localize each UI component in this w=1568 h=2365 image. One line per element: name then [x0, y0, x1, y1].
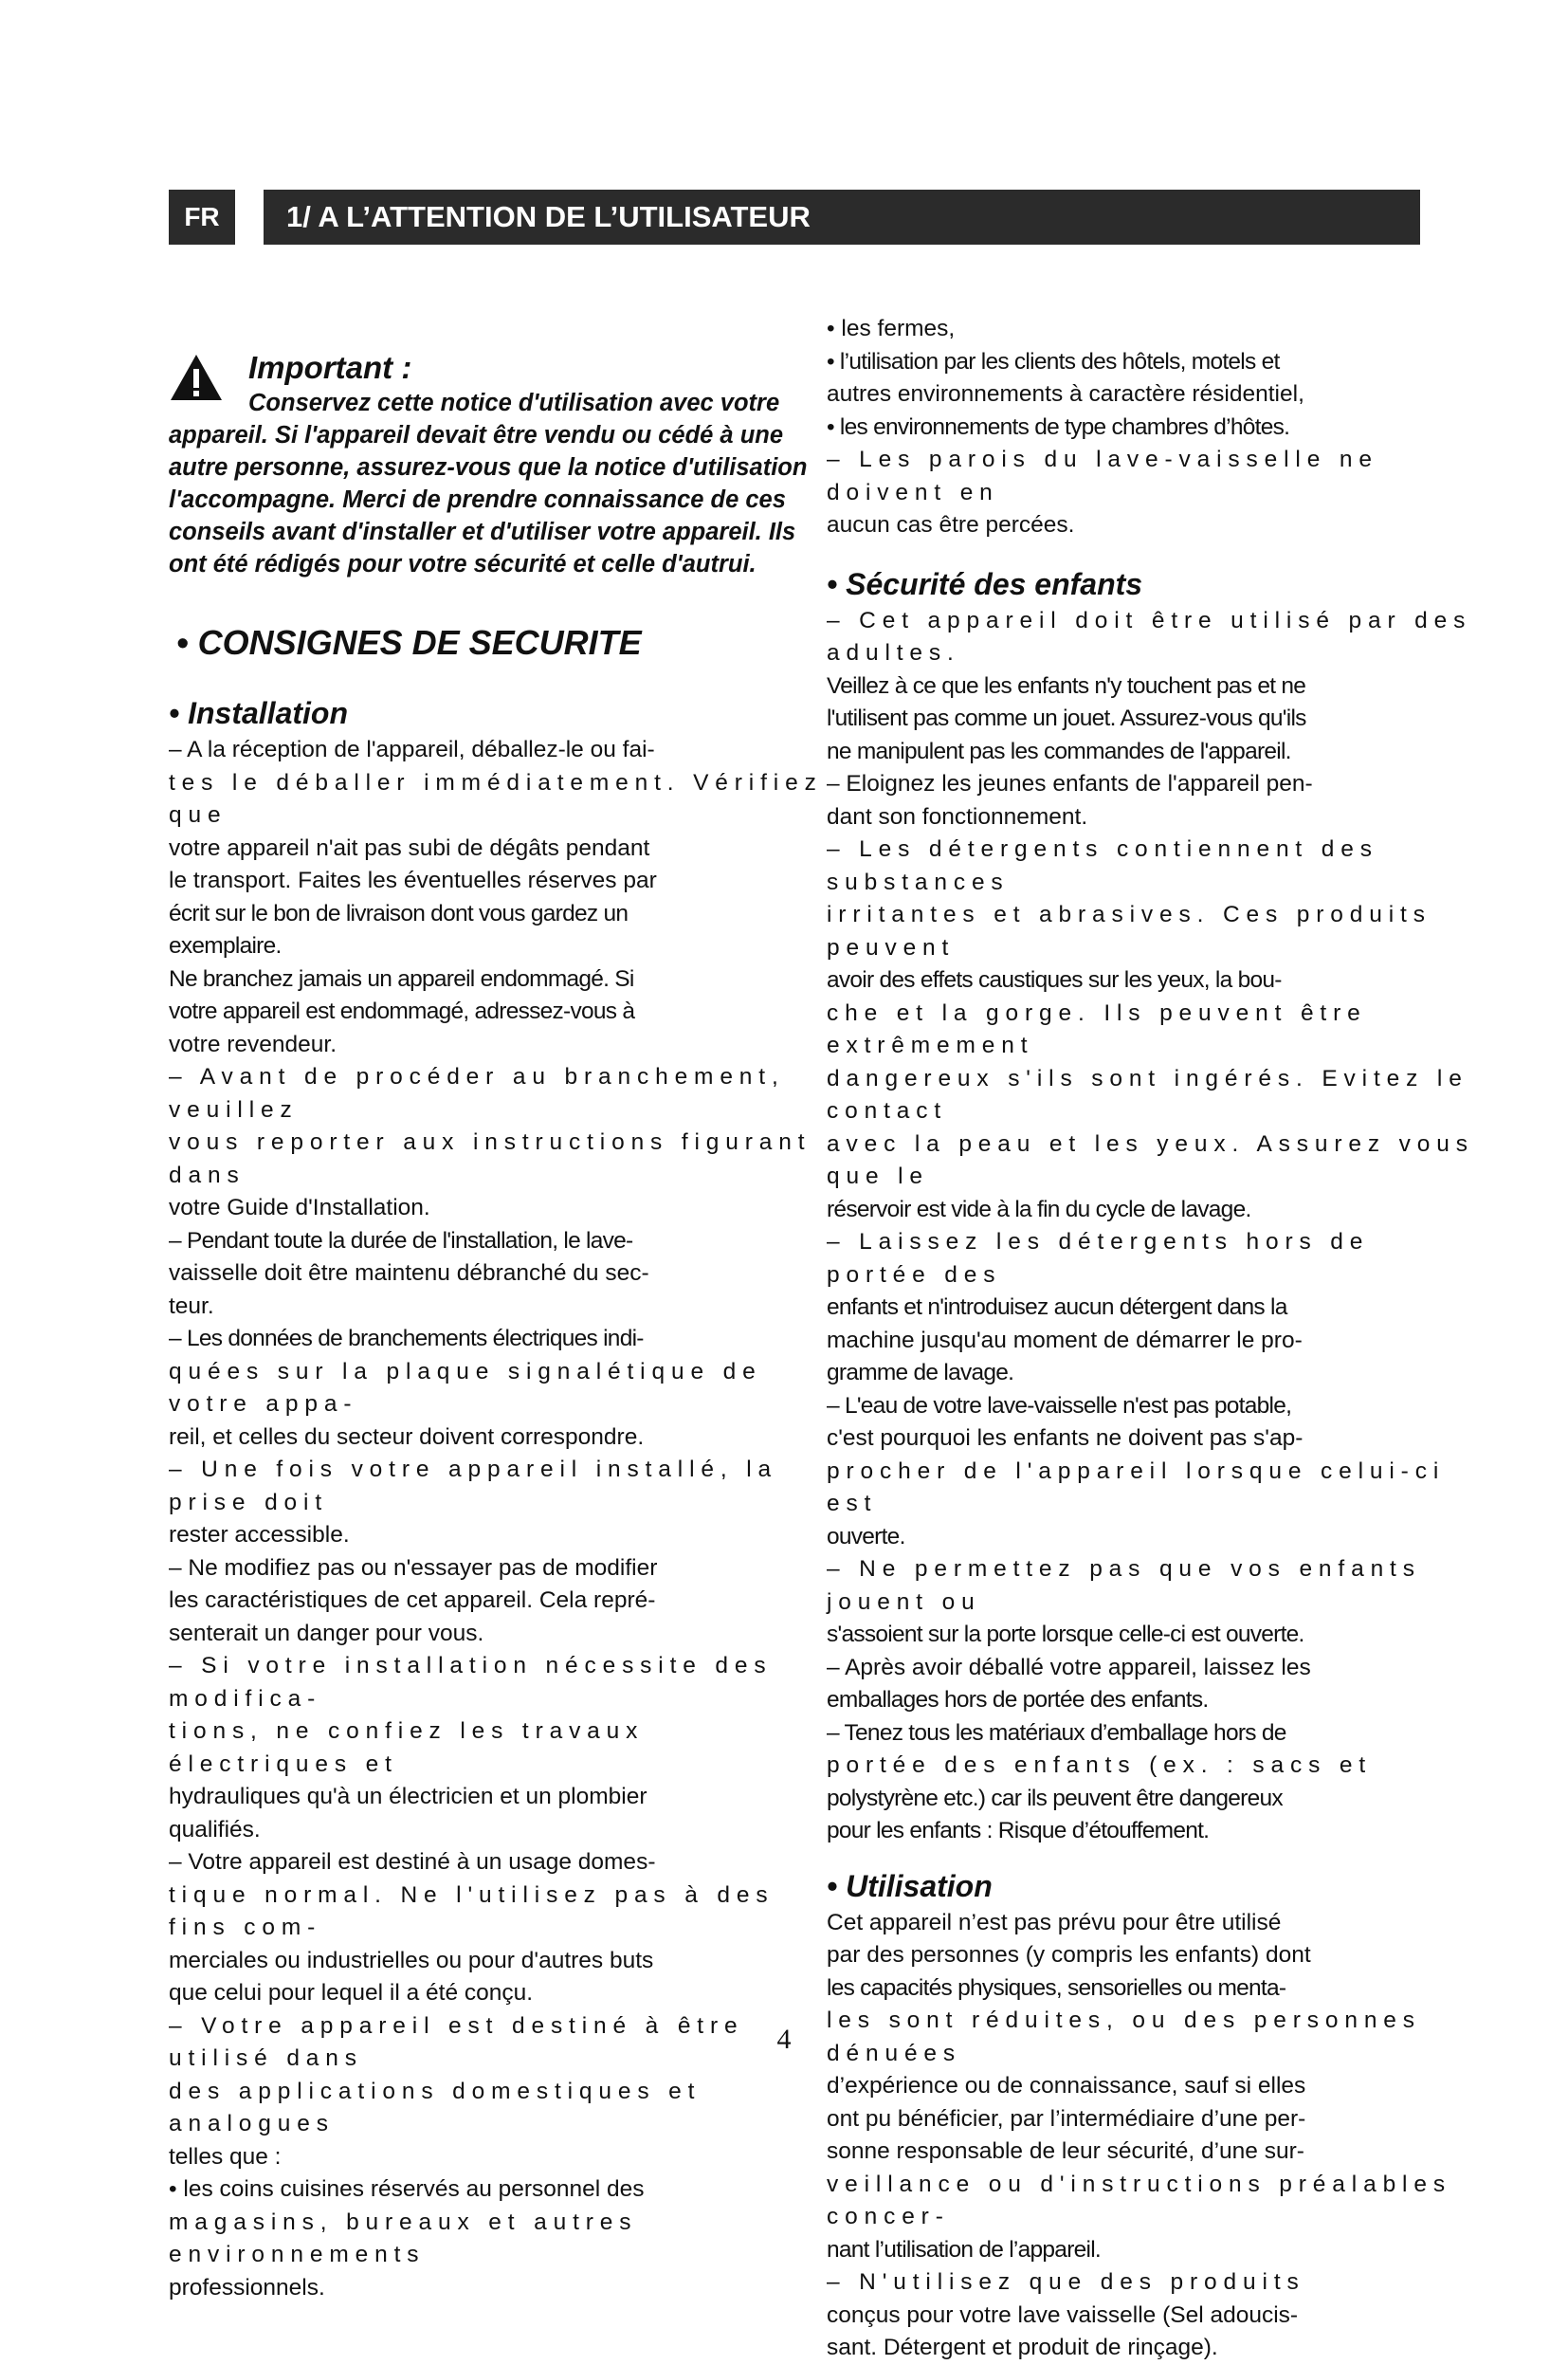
text-line: – Votre appareil est destiné à un usage domes- — [169, 1849, 656, 1875]
text-line: qualifiés. — [169, 1816, 261, 1842]
text-line: avoir des effets caustiques sur les yeux, la bou- — [827, 967, 1282, 993]
text-line: merciales ou industrielles ou pour d'autres buts — [169, 1947, 654, 1973]
text-line: – Une fois votre appareil installé, la prise doit — [169, 1457, 777, 1515]
text-line: polystyrène etc.) car ils peuvent être dangereux — [827, 1785, 1283, 1811]
text-line: • les fermes, — [827, 316, 956, 341]
text-line: teur. — [169, 1292, 214, 1319]
important-notice — [169, 349, 825, 580]
text-line: exemplaire. — [169, 933, 282, 959]
text-line: Ne branchez jamais un appareil endommagé. Si — [169, 965, 634, 992]
important-title: Important : — [248, 350, 412, 385]
usage-list — [827, 313, 1486, 542]
text-line: c'est pourquoi les enfants ne doivent pas s'ap- — [827, 1425, 1304, 1451]
language-badge: FR — [169, 190, 235, 245]
text-line: – Après avoir déballé votre appareil, laissez les — [827, 1654, 1311, 1680]
text-line: s'assoient sur la porte lorsque celle-ci est ouverte. — [827, 1622, 1304, 1647]
text-line: procher de l'appareil lorsque celui-ci est — [827, 1458, 1446, 1516]
text-line: emballages hors de portée des enfants. — [827, 1687, 1209, 1713]
text-line: – L'eau de votre lave-vaisselle n'est pas potable, — [827, 1392, 1292, 1419]
text-line: ouverte. — [827, 1523, 905, 1549]
text-line: professionnels. — [169, 2274, 325, 2301]
important-text: Conservez cette notice d'utilisation avec votre appareil. Si l'appareil devait être vendu ou cédé à une autre personne, assurez-vous que la notice d'utilisation l'accompagne. Merci de prendre connaissance de ces conseils avant d'installer et d'utiliser votre appareil. Ils ont été rédigés pour votre sécurité et celle d'autrui. — [169, 390, 808, 578]
text-line: que celui pour lequel il a été conçu. — [169, 1980, 534, 2006]
text-line: dant son fonctionnement. — [827, 803, 1088, 830]
right-column — [827, 313, 1486, 2365]
text-line: réservoir est vide à la fin du cycle de lavage. — [827, 1196, 1251, 1222]
consignes-heading: • CONSIGNES DE SECURITE — [176, 623, 642, 662]
securite-enfants-heading: • Sécurité des enfants — [827, 566, 1143, 601]
text-line: sonne responsable de leur sécurité, d’une sur- — [827, 2138, 1304, 2164]
text-line: – Votre appareil est destiné à être utilisé dans — [169, 2012, 744, 2071]
text-line: – Tenez tous les matériaux d’emballage hors de — [827, 1719, 1286, 1746]
text-line: des applications domestiques et analogues — [169, 2078, 702, 2136]
warning-icon — [169, 353, 224, 402]
text-line: – Avant de procéder au branchement, veuillez — [169, 1064, 785, 1123]
text-line: – Ne permettez pas que vos enfants jouent ou — [827, 1556, 1421, 1615]
text-line: vaisselle doit être maintenu débranché du sec- — [169, 1260, 649, 1286]
page-number: 4 — [776, 2024, 792, 2055]
text-line: aucun cas être percées. — [827, 512, 1075, 538]
text-line: • l’utilisation par les clients des hôtels, motels et — [827, 348, 1280, 375]
text-line: telles que : — [169, 2143, 282, 2170]
text-line: par des personnes (y compris les enfants) dont — [827, 1942, 1311, 1968]
text-line: votre Guide d'Installation. — [169, 1195, 430, 1220]
installation-heading: • Installation — [169, 696, 348, 730]
text-line: votre appareil est endommagé, adressez-vous à — [169, 999, 635, 1024]
text-line: enfants et n'introduisez aucun détergent dans la — [827, 1294, 1287, 1320]
text-line: • les environnements de type chambres d’hôtes. — [827, 413, 1290, 440]
text-line: – Pendant toute la durée de l'installation, le lave- — [169, 1227, 633, 1254]
utilisation-text — [827, 1907, 1486, 2365]
section-title: 1/ A L’ATTENTION DE L’UTILISATEUR — [264, 190, 1420, 245]
text-line: votre revendeur. — [169, 1031, 337, 1057]
text-line: Cet appareil n’est pas prévu pour être utilisé — [827, 1909, 1282, 1935]
text-line: tions, ne confiez les travaux électriques et — [169, 1718, 645, 1777]
text-line: écrit sur le bon de livraison dont vous gardez un — [169, 900, 629, 926]
text-line: autres environnements à caractère résidentiel, — [827, 381, 1304, 407]
text-line: ont pu bénéficier, par l’intermédiaire d’une per- — [827, 2105, 1306, 2132]
text-line: – Les parois du lave-vaisselle ne doivent en — [827, 447, 1378, 505]
text-line: ne manipulent pas les commandes de l'appareil. — [827, 738, 1291, 764]
text-line: le transport. Faites les éventuelles réserves par — [169, 868, 657, 893]
text-line: – Eloignez les jeunes enfants de l'appareil pen- — [827, 771, 1313, 797]
text-line: l'utilisent pas comme un jouet. Assurez-vous qu'ils — [827, 706, 1306, 731]
text-line: pour les enfants : Risque d’étouffement. — [827, 1818, 1210, 1843]
text-line: machine jusqu'au moment de démarrer le pro- — [827, 1327, 1303, 1353]
text-line: – Cet appareil doit être utilisé par des adultes. — [827, 607, 1472, 666]
text-line: senterait un danger pour vous. — [169, 1620, 484, 1646]
text-line: – Ne modifiez pas ou n'essayer pas de modifier — [169, 1554, 658, 1581]
text-line: – Si votre installation nécessite des modifica- — [169, 1653, 773, 1712]
text-line: irritantes et abrasives. Ces produits peuvent — [827, 902, 1431, 961]
text-line: portée des enfants (ex. : sacs et — [827, 1752, 1373, 1778]
text-line: magasins, bureaux et autres environnements — [169, 2209, 638, 2267]
text-line: les sont réduites, ou des personnes dénuées — [827, 2008, 1421, 2066]
text-line: hydrauliques qu'à un électricien et un plombier — [169, 1784, 647, 1809]
text-line: d’expérience ou de connaissance, sauf si elles — [827, 2073, 1306, 2099]
text-line: tique normal. Ne l'utilisez pas à des fins com- — [169, 1881, 775, 1940]
text-line: quées sur la plaque signalétique de votre appa- — [169, 1358, 762, 1417]
text-line: rester accessible. — [169, 1522, 350, 1548]
text-line: – Laissez les détergents hors de portée des — [827, 1229, 1370, 1288]
text-line: – Les détergents contiennent des substances — [827, 836, 1378, 895]
text-line: dangereux s'ils sont ingérés. Evitez le contact — [827, 1065, 1468, 1124]
text-line: avec la peau et les yeux. Assurez vous que le — [827, 1130, 1474, 1189]
text-line: vous reporter aux instructions figurant dans — [169, 1129, 811, 1188]
text-line: nant l’utilisation de l’appareil. — [827, 2236, 1101, 2263]
installation-text — [169, 734, 825, 2304]
text-line: reil, et celles du secteur doivent correspondre. — [169, 1423, 645, 1450]
section-header — [169, 190, 1420, 245]
left-column — [169, 313, 825, 2304]
text-line: – N'utilisez que des produits — [827, 2269, 1305, 2295]
text-line: che et la gorge. Ils peuvent être extrêmement — [827, 999, 1367, 1058]
text-line: conçus pour votre lave vaisselle (Sel adoucis- — [827, 2301, 1299, 2328]
text-line: – Les données de branchements électriques indi- — [169, 1326, 644, 1351]
utilisation-heading: • Utilisation — [827, 1868, 993, 1903]
text-line: tes le déballer immédiatement. Vérifiez que — [169, 769, 823, 828]
text-line: gramme de lavage. — [827, 1360, 1014, 1385]
text-line: veillance ou d'instructions préalables concer- — [827, 2171, 1451, 2229]
text-line: • les coins cuisines réservés au personnel des — [169, 2176, 645, 2202]
securite-enfants-text — [827, 605, 1486, 1848]
text-line: votre appareil n'ait pas subi de dégâts pendant — [169, 834, 650, 861]
text-line: les capacités physiques, sensorielles ou menta- — [827, 1974, 1286, 2001]
text-line: – A la réception de l'appareil, déballez-le ou fai- — [169, 737, 655, 762]
text-line: sant. Détergent et produit de rinçage). — [827, 2335, 1218, 2360]
text-line: les caractéristiques de cet appareil. Cela repré- — [169, 1587, 656, 1613]
text-line: Veillez à ce que les enfants n'y touchent pas et ne — [827, 672, 1306, 699]
